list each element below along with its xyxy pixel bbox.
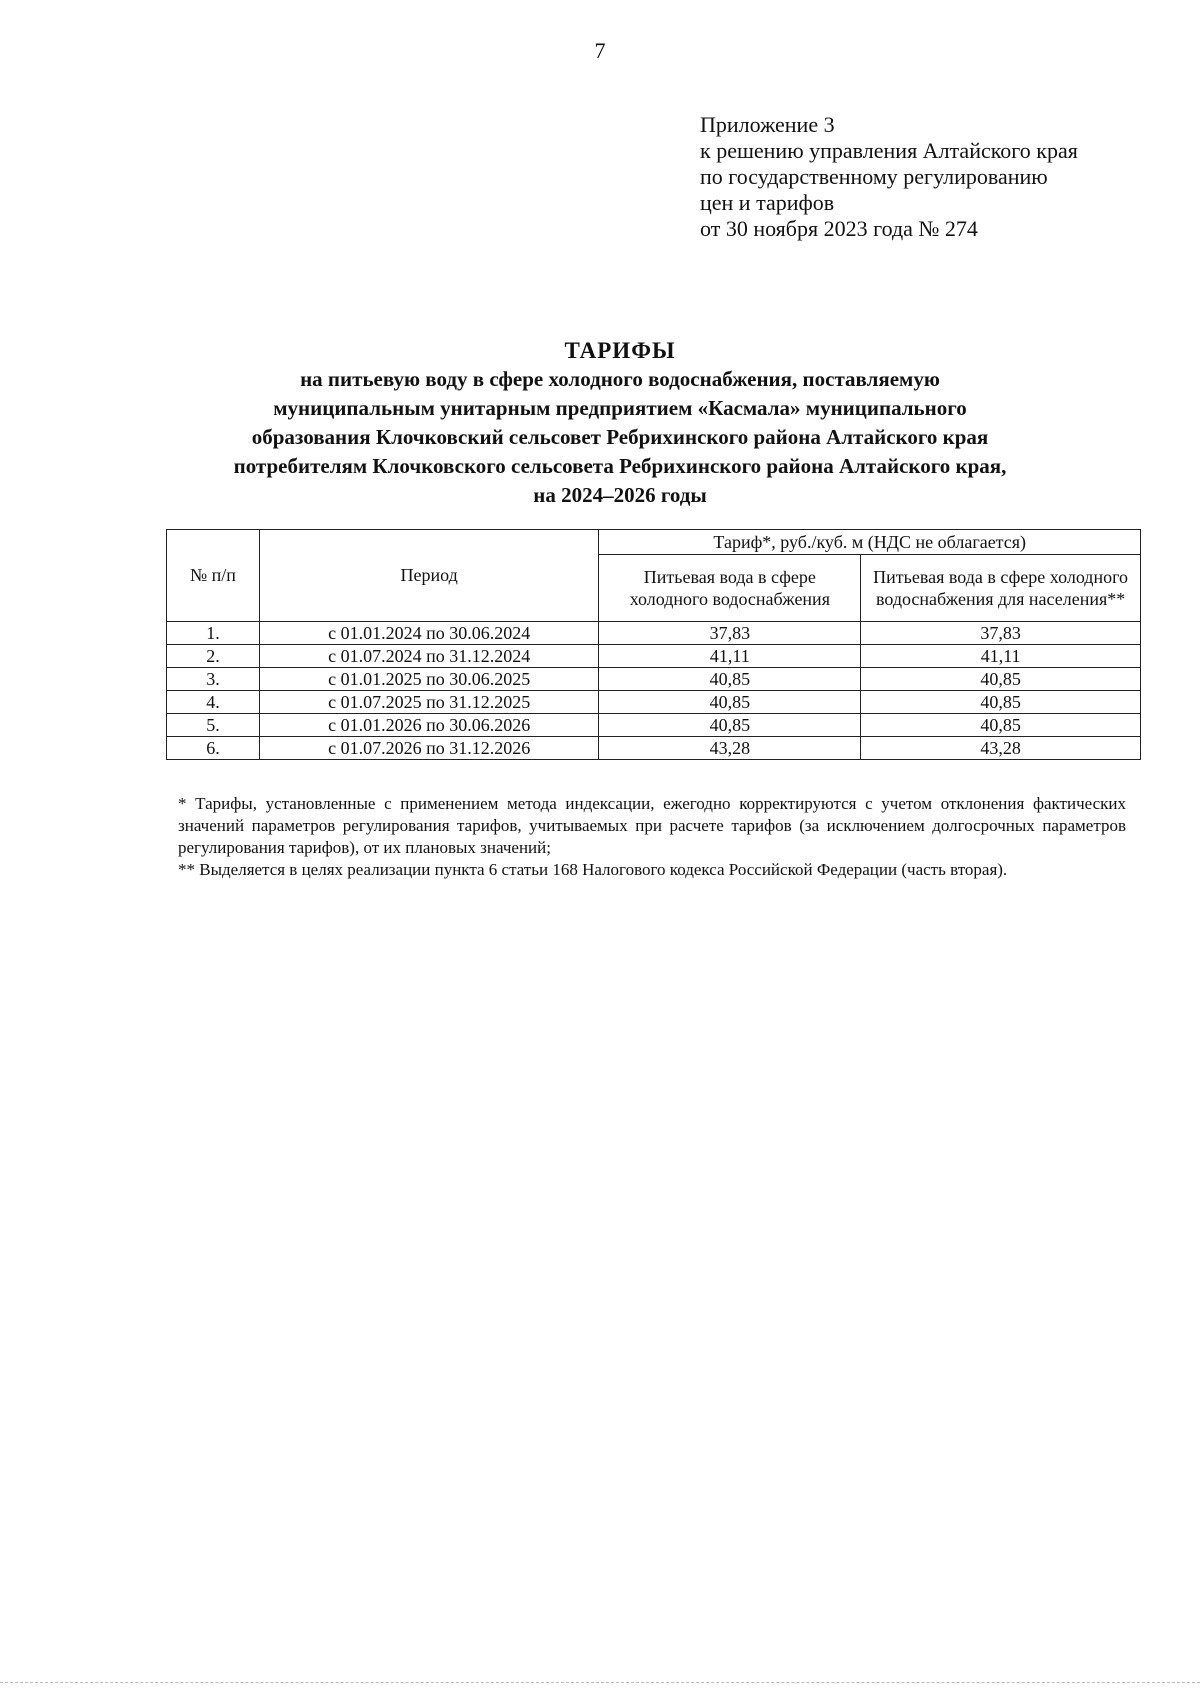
title-line: на питьевую воду в сфере холодного водоснабжения, поставляемую xyxy=(300,367,940,391)
tariff-table xyxy=(166,529,1141,760)
footnotes xyxy=(178,793,1126,881)
header-drinking-water-population: Питьевая вода в сфере холодного водоснабжения для населения** xyxy=(861,555,1141,622)
title-main: ТАРИФЫ xyxy=(564,338,676,363)
row-period: с 01.01.2026 по 30.06.2026 xyxy=(259,714,599,737)
row-drinking-tariff: 40,85 xyxy=(599,691,861,714)
document-title xyxy=(130,337,1110,510)
row-population-tariff: 40,85 xyxy=(861,714,1141,737)
row-drinking-tariff: 41,11 xyxy=(599,645,861,668)
appendix-line: Приложение 3 xyxy=(700,112,835,137)
table-row xyxy=(167,691,1141,714)
header-period: Период xyxy=(259,530,599,622)
title-line: потребителям Клочковского сельсовета Ребрихинского района Алтайского края, xyxy=(233,454,1007,478)
row-drinking-tariff: 40,85 xyxy=(599,714,861,737)
header-number: № п/п xyxy=(167,530,260,622)
row-period: с 01.07.2026 по 31.12.2026 xyxy=(259,737,599,760)
header-drinking-water: Питьевая вода в сфере холодного водоснабжения xyxy=(599,555,861,622)
row-number: 1. xyxy=(167,622,260,645)
row-number: 2. xyxy=(167,645,260,668)
table-row xyxy=(167,714,1141,737)
row-drinking-tariff: 43,28 xyxy=(599,737,861,760)
row-population-tariff: 37,83 xyxy=(861,622,1141,645)
footnote: ** Выделяется в целях реализации пункта 6 статьи 168 Налогового кодекса Российской Федерации (часть вторая). xyxy=(178,860,1008,879)
row-number: 5. xyxy=(167,714,260,737)
row-number: 3. xyxy=(167,668,260,691)
title-line: муниципальным унитарным предприятием «Касмала» муниципального xyxy=(273,396,967,420)
appendix-line: к решению управления Алтайского края xyxy=(700,138,1078,163)
row-population-tariff: 40,85 xyxy=(861,691,1141,714)
row-period: с 01.07.2024 по 31.12.2024 xyxy=(259,645,599,668)
row-number: 6. xyxy=(167,737,260,760)
appendix-line: по государственному регулированию xyxy=(700,164,1048,189)
row-drinking-tariff: 40,85 xyxy=(599,668,861,691)
scan-edge-line xyxy=(0,1682,1200,1683)
footnote: * Тарифы, установленные с применением метода индексации, ежегодно корректируются с учетом отклонения фактических значений параметров регулирования тарифов, учитываемых при расчете тарифов (за исключением долгосрочных параметров регулирования тарифов), от их плановых значений; xyxy=(178,794,1126,857)
title-line: на 2024–2026 годы xyxy=(533,483,707,507)
appendix-reference xyxy=(700,112,1078,242)
title-line: образования Клочковский сельсовет Ребрихинского района Алтайского края xyxy=(251,425,989,449)
table-row xyxy=(167,645,1141,668)
page-number: 7 xyxy=(594,38,606,63)
row-population-tariff: 40,85 xyxy=(861,668,1141,691)
row-period: с 01.01.2025 по 30.06.2025 xyxy=(259,668,599,691)
table-row xyxy=(167,668,1141,691)
row-period: с 01.01.2024 по 30.06.2024 xyxy=(259,622,599,645)
row-population-tariff: 43,28 xyxy=(861,737,1141,760)
table-row xyxy=(167,622,1141,645)
row-number: 4. xyxy=(167,691,260,714)
appendix-line: от 30 ноября 2023 года № 274 xyxy=(700,216,978,241)
row-population-tariff: 41,11 xyxy=(861,645,1141,668)
table-row xyxy=(167,737,1141,760)
row-drinking-tariff: 37,83 xyxy=(599,622,861,645)
header-tariff-group: Тариф*, руб./куб. м (НДС не облагается) xyxy=(599,530,1141,555)
row-period: с 01.07.2025 по 31.12.2025 xyxy=(259,691,599,714)
appendix-line: цен и тарифов xyxy=(700,190,835,215)
